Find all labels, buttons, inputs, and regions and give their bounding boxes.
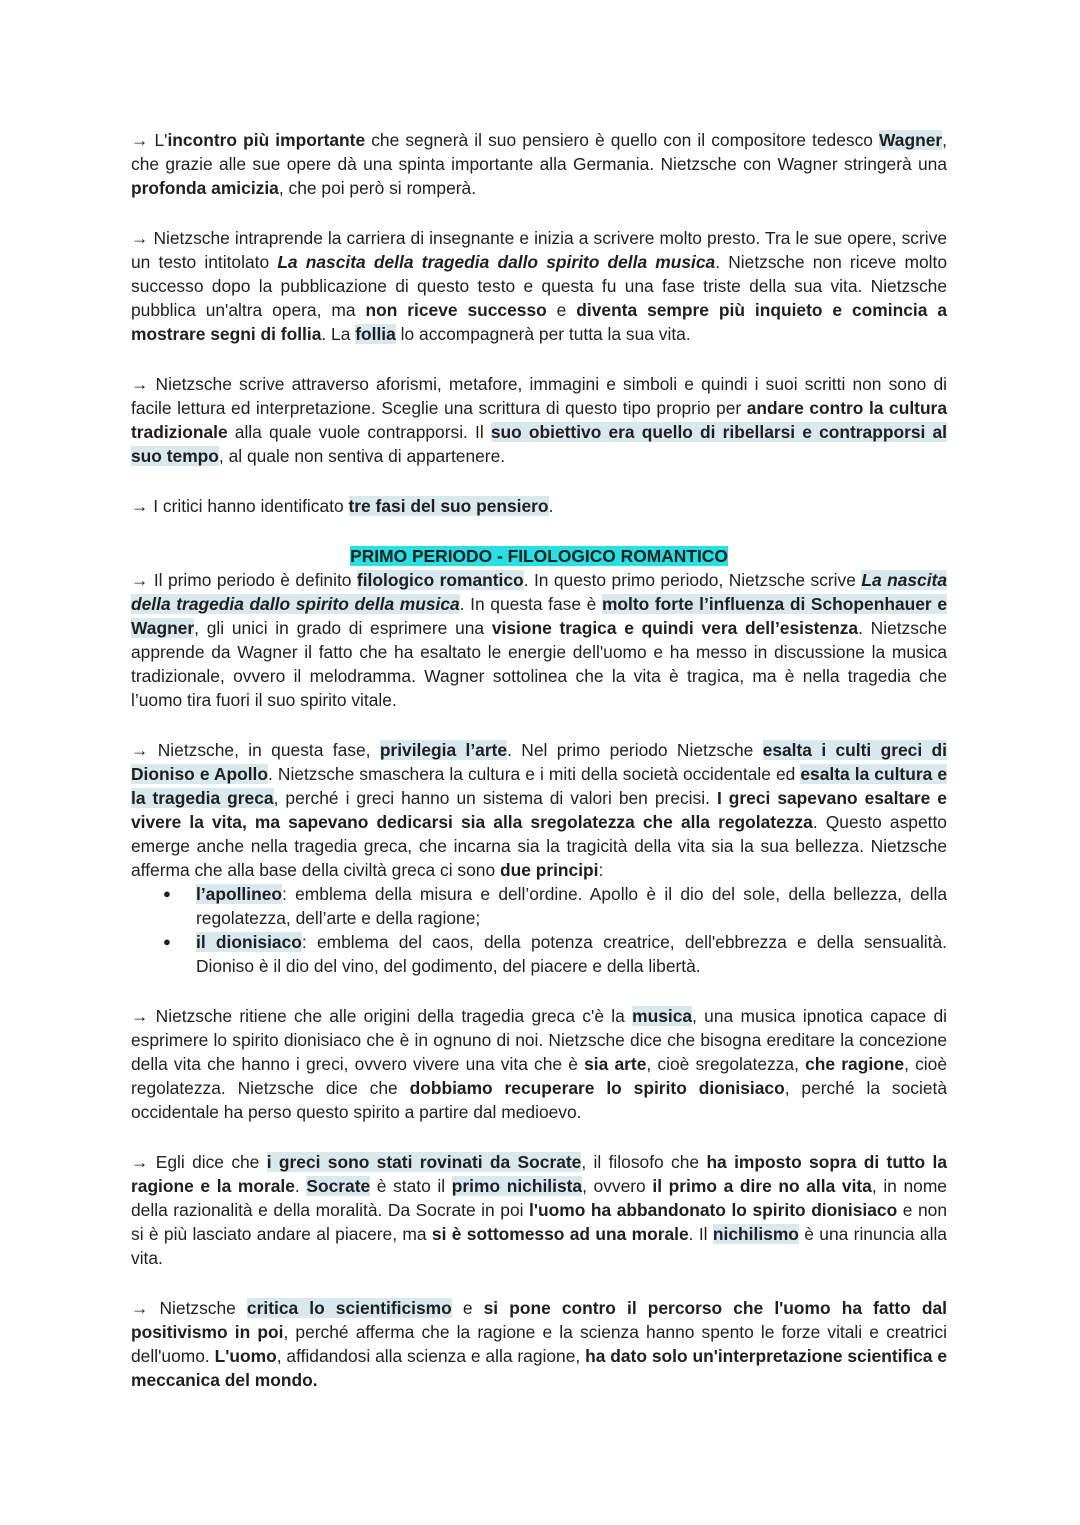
paragraph-music: → Nietzsche ritiene che alle origini della tragedia greca c'è la musica, una musica ipnotica capace di esprimere lo spirito dionisiaco che è in ognuno di noi. Nietzsche dice che bisogna ereditare la concezione della vita che hanno i greci, ovvero vivere una vita che è sia arte, cioè sregolatezza, che ragione, cioè regolatezza. Nietzsche dice che dobbiamo recuperare lo spirito dionisiaco, perché la società occidentale ha perso questo spirito a partire dal medioevo. — [131, 1006, 947, 1122]
list-item: ● l’apollineo: emblema della misura e dell’ordine. Apollo è il dio del sole, della bellezza, della regolatezza, dell’arte e della ragione; — [196, 882, 947, 930]
arrow-icon: → — [131, 228, 149, 248]
arrow-icon: → — [131, 496, 149, 516]
principles-list — [131, 882, 947, 978]
arrow-icon: → — [131, 1298, 149, 1318]
arrow-icon: → — [131, 1006, 149, 1026]
paragraph-socrates: → Egli dice che i greci sono stati rovinati da Socrate, il filosofo che ha imposto sopra di tutto la ragione e la morale. Socrate è stato il primo nichilista, ovvero il primo a dire no alla vita, in nome della razionalità e della moralità. Da Socrate in poi l'uomo ha abbandonato lo spirito dionisiaco e non si è più lasciato andare al piacere, ma si è sottomesso ad una morale. Il nichilismo è una rinuncia alla vita. — [131, 1152, 948, 1268]
paragraph-writing-style: → Nietzsche scrive attraverso aforismi, metafore, immagini e simboli e quindi i suoi scritti non sono di facile lettura ed interpretazione. Sceglie una scrittura di questo tipo proprio per andare contro la cultura tradizionale alla quale vuole contrapporsi. Il suo obiettivo era quello di ribellarsi e contrapporsi al suo tempo, al quale non sentiva di appartenere. — [131, 374, 948, 466]
paragraph-art: → Nietzsche, in questa fase, privilegia l’arte. Nel primo periodo Nietzsche esalta i culti greci di Dioniso e Apollo. Nietzsche smaschera la cultura e i miti della società occidentale ed esalta la cultura e la tragedia greca, perché i greci hanno un sistema di valori ben precisi. I greci sapevano esaltare e vivere la vita, ma sapevano dedicarsi sia alla sregolatezza che alla regolatezza. Questo aspetto emerge anche nella tragedia greca, che incarna sia la tragicità della vita sia la sua bellezza. Nietzsche afferma che alla base della civiltà greca ci sono due principi: — [131, 740, 948, 880]
paragraph-career: → Nietzsche intraprende la carriera di insegnante e inizia a scrivere molto presto. Tra le sue opere, scrive un testo intitolato La nascita della tragedia dallo spirito della musica. Nietzsche non riceve molto successo dopo la pubblicazione di questo testo e questa fu una fase triste della sua vita. Nietzsche pubblica un'altra opera, ma non riceve successo e diventa sempre più inquieto e comincia a mostrare segni di follia. La follia lo accompagnerà per tutta la sua vita. — [131, 228, 947, 344]
paragraph-wagner-meeting: → L'incontro più importante che segnerà il suo pensiero è quello con il compositore tedesco Wagner, che grazie alle sue opere dà una spinta importante alla Germania. Nietzsche con Wagner stringerà una profonda amicizia, che poi però si romperà. — [131, 130, 948, 198]
arrow-icon: → — [131, 374, 149, 394]
arrow-icon: → — [131, 1152, 149, 1172]
paragraph-scientism: → Nietzsche critica lo scientificismo e si pone contro il percorso che l'uomo ha fatto dal positivismo in poi, perché afferma che la ragione e la scienza hanno spento le forze vitali e creatrici dell'uomo. L'uomo, affidandosi alla scienza e alla ragione, ha dato solo un'interpretazione scientifica e meccanica del mondo. — [131, 1298, 947, 1390]
arrow-icon: → — [131, 740, 149, 760]
arrow-icon: → — [131, 570, 149, 590]
paragraph-three-phases: → I critici hanno identificato tre fasi del suo pensiero. — [131, 496, 554, 516]
paragraph-first-period: → Il primo periodo è definito filologico romantico. In questo primo periodo, Nietzsche scrive La nascita della tragedia dallo spirito della musica. In questa fase è molto forte l’influenza di Schopenhauer e Wagner, gli unici in grado di esprimere una visione tragica e quindi vera dell’esistenza. Nietzsche apprende da Wagner il fatto che ha esaltato le energie dell'uomo e ha messo in discussione la musica tradizionale, ovvero il melodramma. Wagner sottolinea che la vita è tragica, ma è nella tragedia che l’uomo tira fuori il suo spirito vitale. — [131, 570, 948, 710]
section-title: PRIMO PERIODO - FILOLOGICO ROMANTICO — [350, 546, 728, 566]
arrow-icon: → — [131, 130, 149, 150]
list-item: ● il dionisiaco: emblema del caos, della potenza creatrice, dell'ebbrezza e della sensualità. Dioniso è il dio del vino, del godimento, del piacere e della libertà. — [196, 930, 947, 978]
